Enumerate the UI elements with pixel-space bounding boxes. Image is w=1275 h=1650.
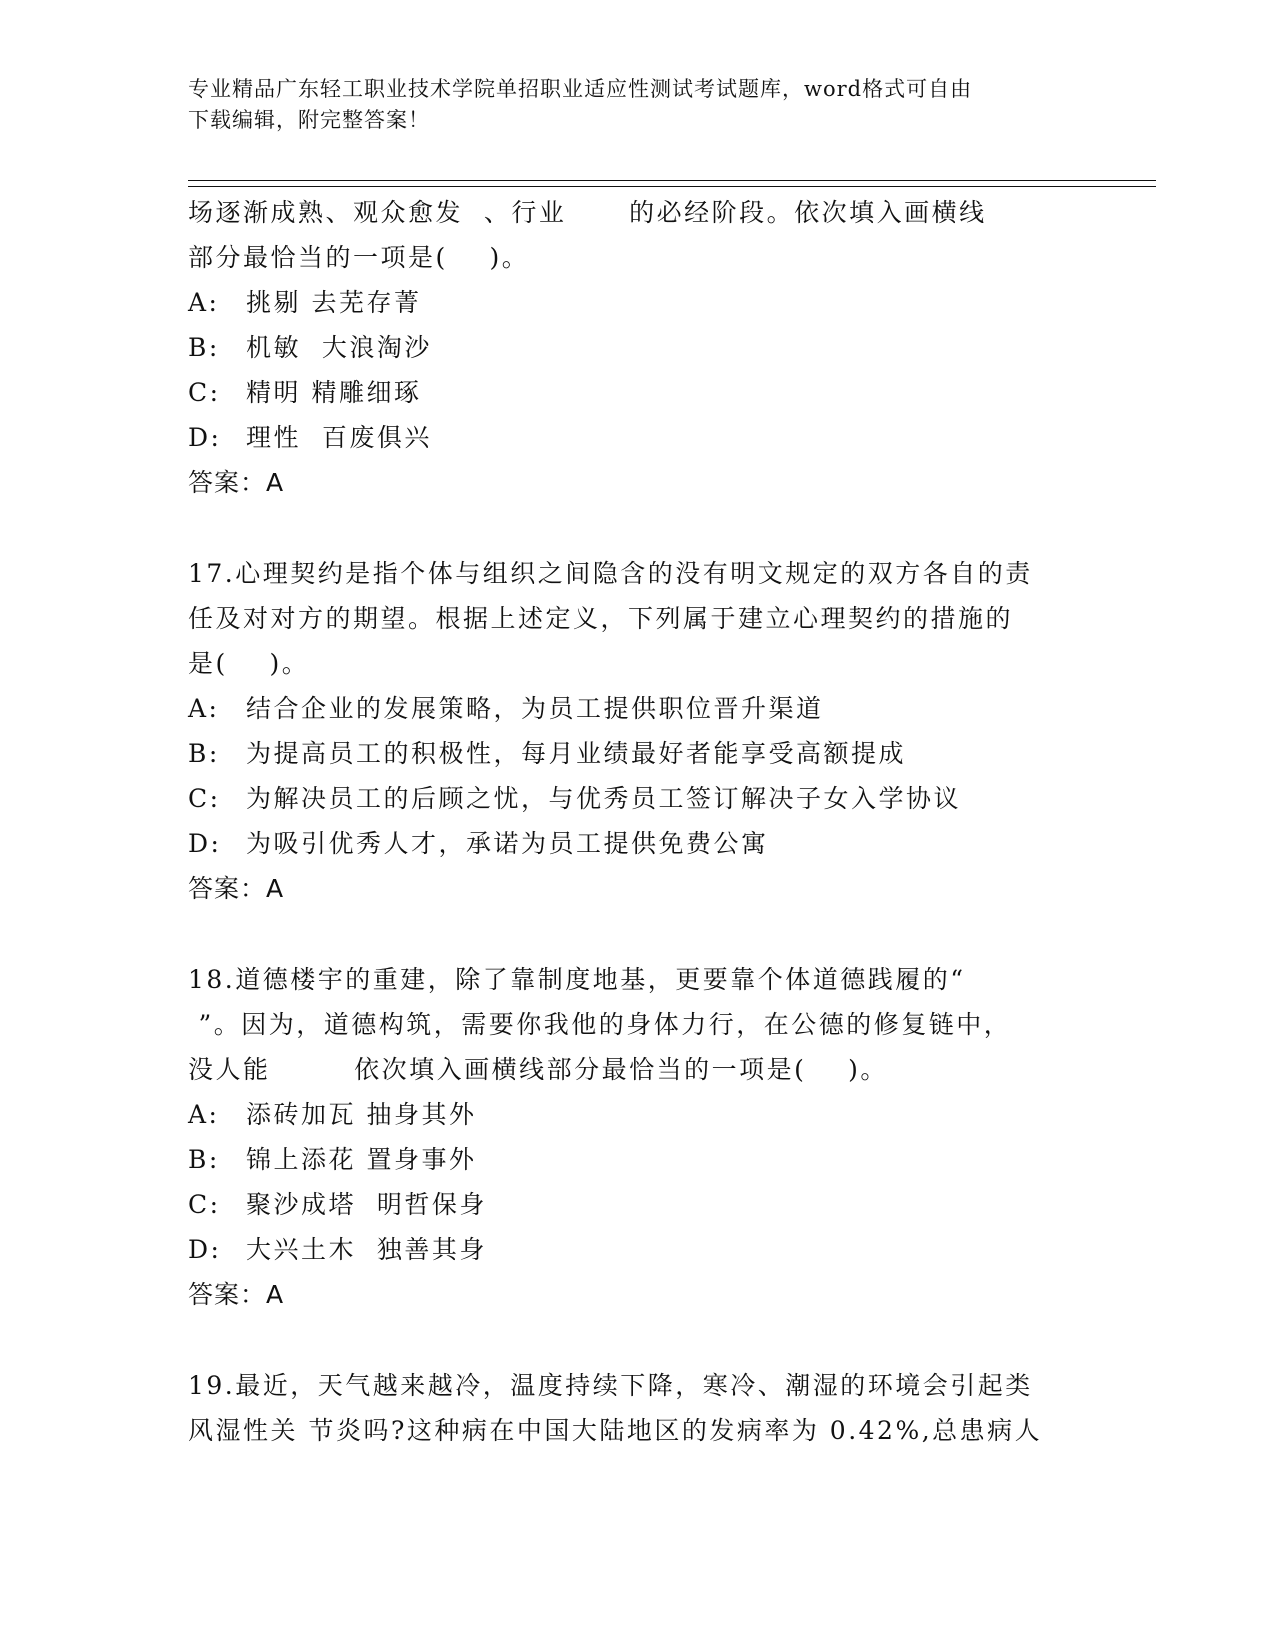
option-text: 结合企业的发展策略，为员工提供职位晋升渠道: [246, 694, 824, 723]
option-c: [188, 370, 1068, 415]
option-a: [188, 686, 1068, 731]
option-key: A:: [188, 288, 220, 317]
option-text: 理性 百废俱兴: [246, 423, 432, 452]
option-text: 机敏 大浪淘沙: [246, 333, 432, 362]
option-a: [188, 1092, 1068, 1137]
option-key: C:: [188, 378, 221, 407]
question-stem-line: 部分最恰当的一项是( )。: [188, 243, 530, 272]
question-stem-line: 17.心理契约是指个体与组织之间隐含的没有明文规定的双方各自的责: [188, 559, 1033, 588]
question-stem-line: 风湿性关 节炎吗?这种病在中国大陆地区的发病率为 0.42%,总患病人: [188, 1416, 1043, 1445]
option-key: B:: [188, 739, 220, 768]
header-divider-bottom: [188, 186, 1156, 187]
header-line-1: 专业精品广东轻工职业技术学院单招职业适应性测试考试题库，word格式可自由: [188, 77, 973, 101]
option-b: [188, 325, 1068, 370]
option-c: [188, 776, 1068, 821]
option-key: C:: [188, 784, 221, 813]
question-stem-line: 任及对对方的期望。根据上述定义，下列属于建立心理契约的措施的: [188, 604, 1014, 633]
option-key: B:: [188, 1145, 220, 1174]
header-line-2: 下载编辑，附完整答案！: [188, 108, 430, 132]
page-header: [188, 74, 1068, 136]
header-divider-top: [188, 180, 1156, 181]
option-key: B:: [188, 333, 220, 362]
option-text: 为解决员工的后顾之忧，与优秀员工签订解决子女入学协议: [246, 784, 962, 813]
option-key: C:: [188, 1190, 221, 1219]
option-d: [188, 415, 1068, 460]
option-text: 大兴土木 独善其身: [246, 1235, 487, 1264]
document-body: [188, 190, 1068, 1453]
question-stem-line: 没人能 依次填入画横线部分最恰当的一项是( )。: [188, 1055, 888, 1084]
option-key: A:: [188, 1100, 220, 1129]
option-d: [188, 821, 1068, 866]
option-text: 精明 精雕细琢: [246, 378, 422, 407]
answer-line: 答案：A: [188, 874, 285, 903]
option-text: 挑剔 去芜存菁: [246, 288, 422, 317]
option-key: A:: [188, 694, 220, 723]
question-stem-line: 是( )。: [188, 649, 310, 678]
option-c: [188, 1182, 1068, 1227]
question-block: [188, 957, 1068, 1317]
option-key: D:: [188, 829, 222, 858]
option-text: 为提高员工的积极性，每月业绩最好者能享受高额提成: [246, 739, 907, 768]
option-key: D:: [188, 1235, 222, 1264]
question-stem-line: 19.最近，天气越来越冷，温度持续下降，寒冷、潮湿的环境会引起类: [188, 1371, 1033, 1400]
question-stem-line: ”。因为，道德构筑，需要你我他的身体力行，在公德的修复链中，: [188, 1010, 1012, 1039]
question-stem-line: 场逐渐成熟、观众愈发 、行业 的必经阶段。依次填入画横线: [188, 198, 987, 227]
option-text: 添砖加瓦 抽身其外: [246, 1100, 477, 1129]
option-d: [188, 1227, 1068, 1272]
question-block: [188, 551, 1068, 911]
option-text: 锦上添花 置身事外: [246, 1145, 477, 1174]
answer-line: 答案：A: [188, 1280, 285, 1309]
option-b: [188, 731, 1068, 776]
question-block: [188, 1363, 1068, 1453]
option-text: 为吸引优秀人才，承诺为员工提供免费公寓: [246, 829, 769, 858]
answer-line: 答案：A: [188, 468, 285, 497]
question-stem-line: 18.道德楼宇的重建，除了靠制度地基，更要靠个体道德践履的“: [188, 965, 966, 994]
option-text: 聚沙成塔 明哲保身: [246, 1190, 487, 1219]
option-b: [188, 1137, 1068, 1182]
question-block: [188, 190, 1068, 505]
option-a: [188, 280, 1068, 325]
option-key: D:: [188, 423, 222, 452]
